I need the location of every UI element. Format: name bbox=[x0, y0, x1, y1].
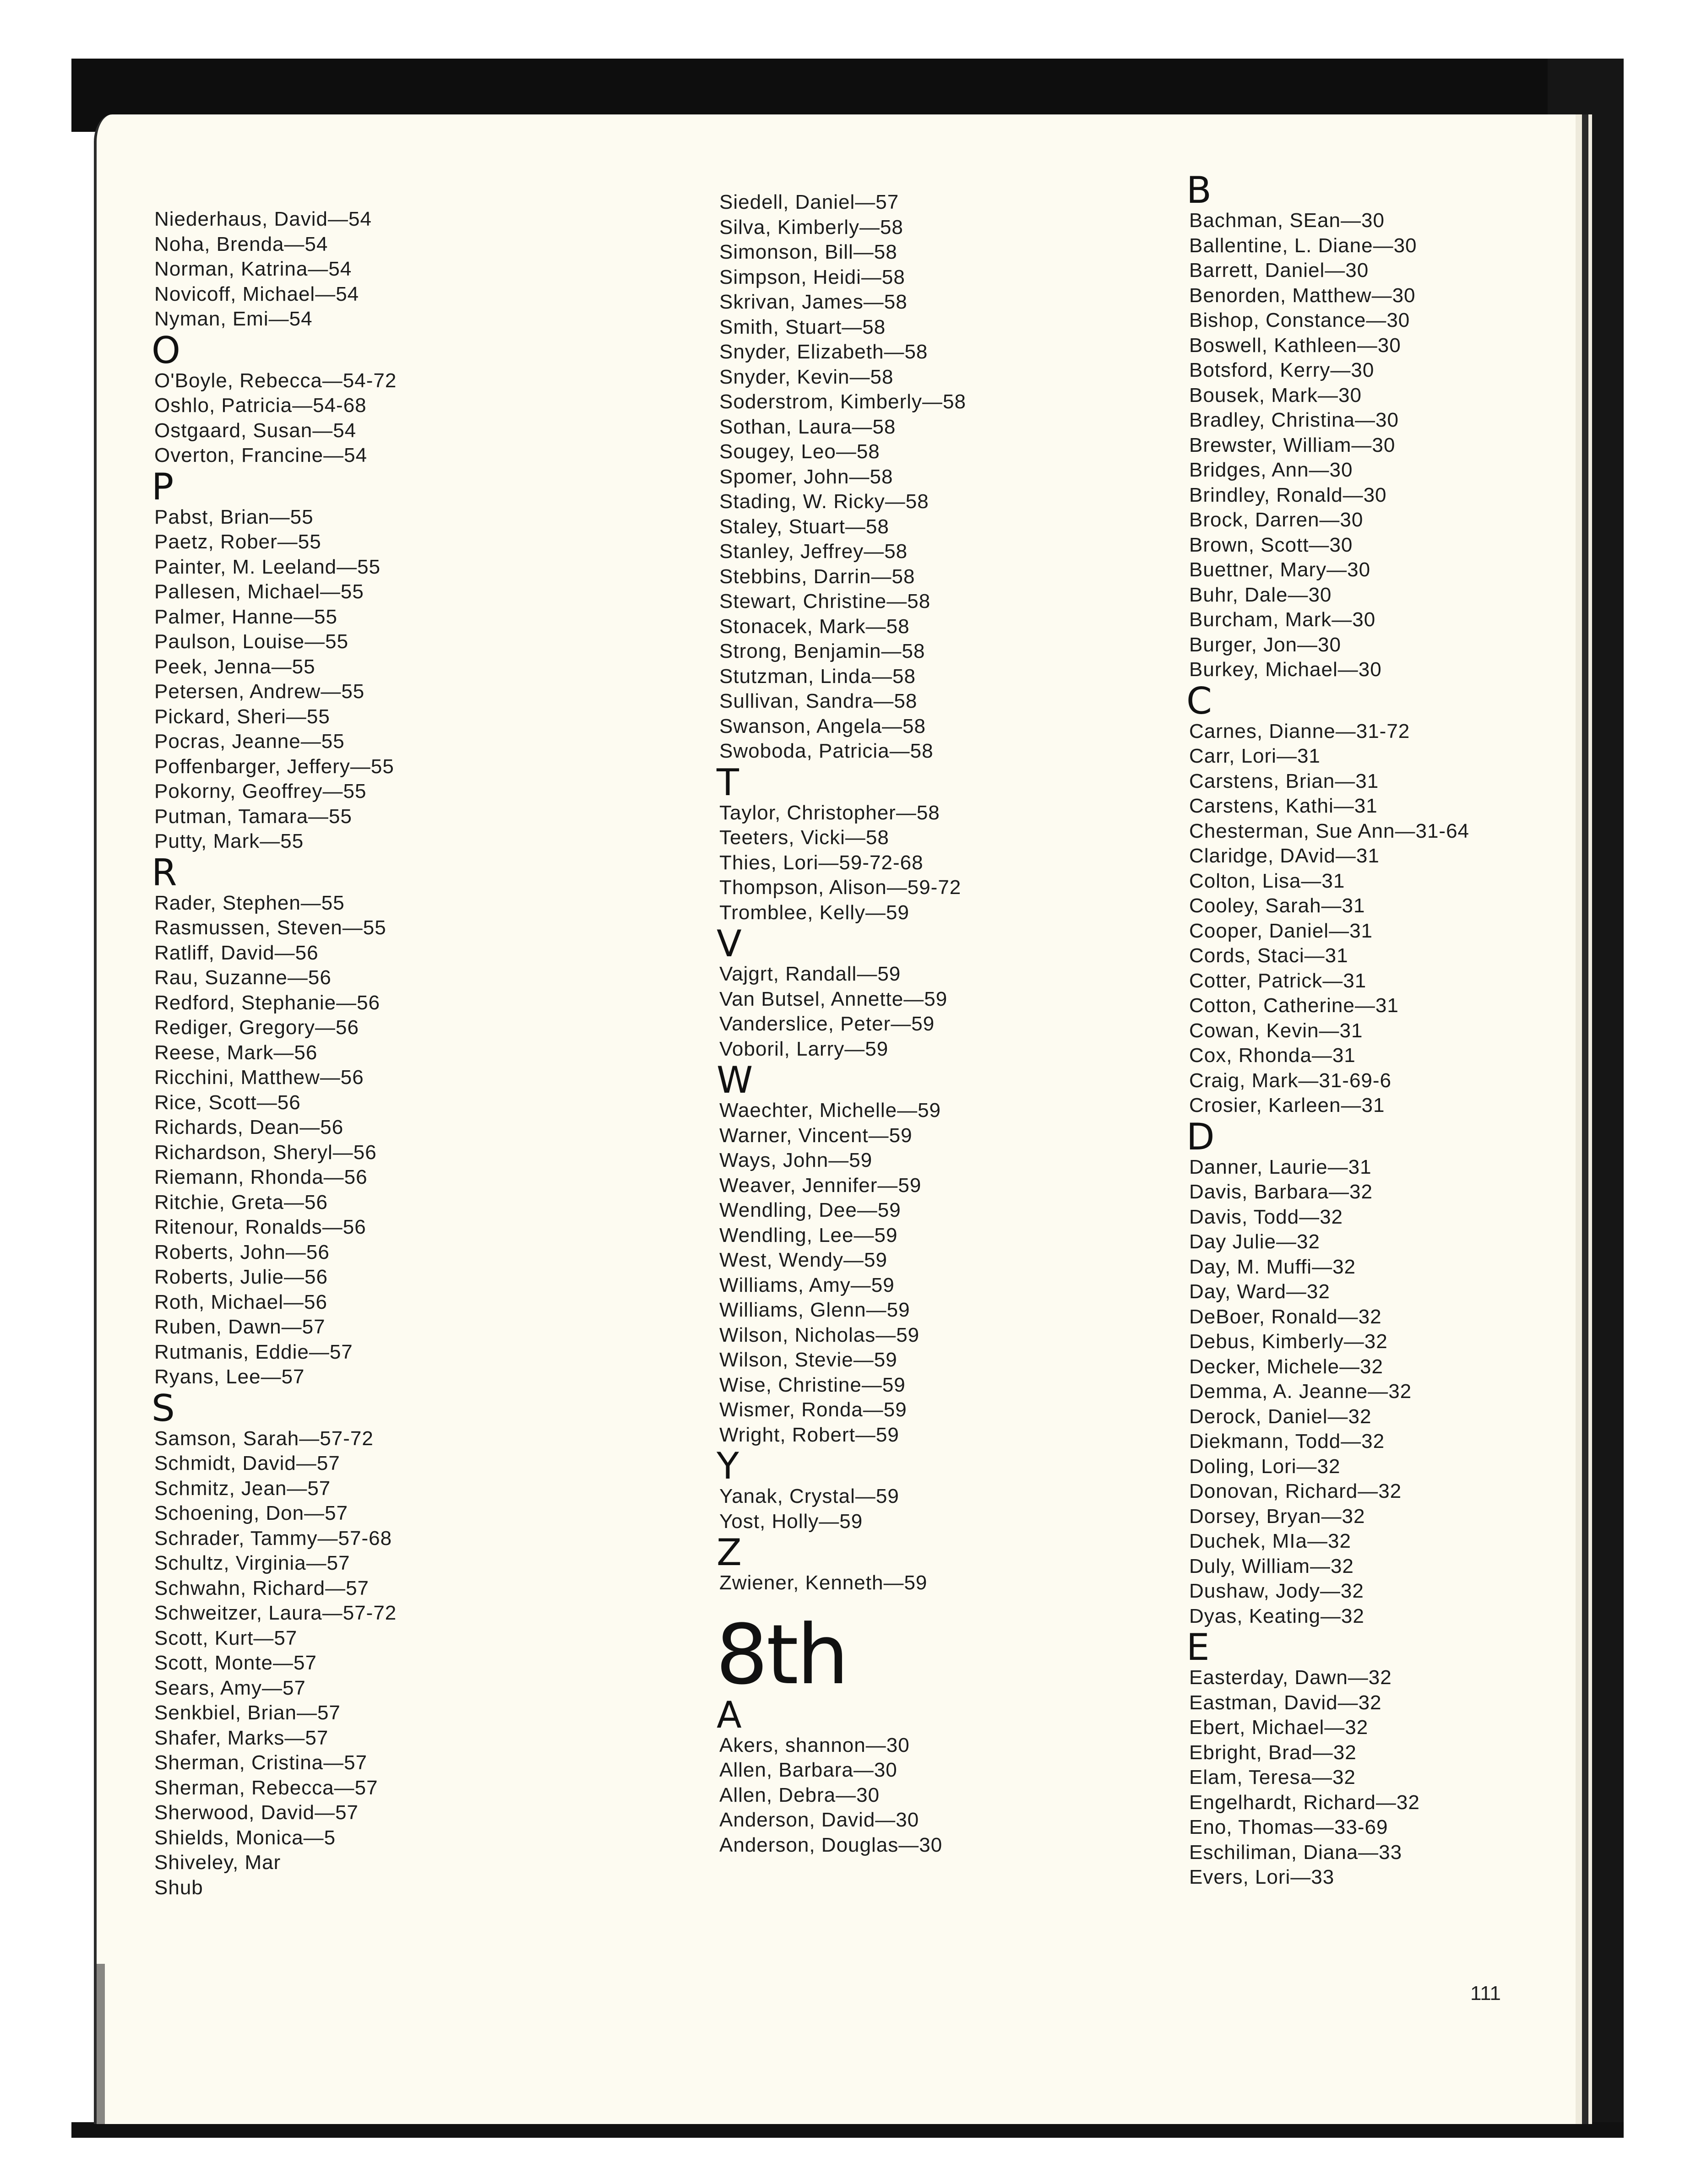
index-entry: Ricchini, Matthew—56 bbox=[154, 1066, 364, 1089]
index-entry: Pallesen, Michael—55 bbox=[154, 580, 364, 603]
index-entry: Wilson, Nicholas—59 bbox=[719, 1323, 920, 1346]
index-section bbox=[152, 1387, 612, 1901]
index-entry: Palmer, Hanne—55 bbox=[154, 605, 337, 628]
index-entry: Derock, Daniel—32 bbox=[1189, 1405, 1372, 1428]
entry-list bbox=[1189, 1155, 1647, 1629]
index-entry: Shields, Monica—5 bbox=[154, 1826, 336, 1849]
index-section bbox=[717, 922, 1200, 1062]
index-entry: Day, Ward—32 bbox=[1189, 1280, 1330, 1303]
spine-stain bbox=[97, 1964, 105, 2124]
index-entry: Thies, Lori—59-72-68 bbox=[719, 851, 924, 874]
index-entry: Eno, Thomas—33-69 bbox=[1189, 1816, 1388, 1838]
index-entry: Claridge, DAvid—31 bbox=[1189, 845, 1380, 867]
index-entry: Cotter, Patrick—31 bbox=[1189, 969, 1367, 992]
index-entry: Yanak, Crystal—59 bbox=[719, 1485, 899, 1507]
index-entry: Wendling, Lee—59 bbox=[719, 1224, 898, 1246]
index-entry: Donovan, Richard—32 bbox=[1189, 1480, 1402, 1502]
index-entry: Teeters, Vicki—58 bbox=[719, 826, 889, 849]
index-entry: Warner, Vincent—59 bbox=[719, 1124, 913, 1147]
index-entry: Rutmanis, Eddie—57 bbox=[154, 1340, 353, 1363]
index-section bbox=[1186, 1626, 1647, 1890]
index-entry: Carr, Lori—31 bbox=[1189, 745, 1321, 767]
index-entry: Peek, Jenna—55 bbox=[154, 655, 315, 678]
index-entry: Rediger, Gregory—56 bbox=[154, 1016, 359, 1039]
index-entry: Eastman, David—32 bbox=[1189, 1691, 1382, 1714]
page-number: 111 bbox=[1470, 1982, 1501, 2005]
index-entry: Stebbins, Darrin—58 bbox=[719, 565, 915, 588]
index-entry: Wendling, Dee—59 bbox=[719, 1199, 901, 1221]
index-entry: Schmidt, David—57 bbox=[154, 1452, 340, 1474]
index-entry: Staley, Stuart—58 bbox=[719, 515, 889, 538]
index-entry: Nyman, Emi—54 bbox=[154, 308, 313, 330]
index-entry: Ebert, Michael—32 bbox=[1189, 1716, 1369, 1739]
index-entry: Snyder, Elizabeth—58 bbox=[719, 341, 928, 363]
entry-list bbox=[719, 1098, 1200, 1447]
section-letter: A bbox=[717, 1693, 742, 1736]
index-section bbox=[152, 851, 612, 1390]
entry-list bbox=[1189, 208, 1647, 683]
index-entry: Pabst, Brian—55 bbox=[154, 505, 314, 528]
index-entry: Demma, A. Jeanne—32 bbox=[1189, 1380, 1412, 1403]
entry-list bbox=[1189, 719, 1647, 1118]
index-entry: Oshlo, Patricia—54-68 bbox=[154, 394, 367, 417]
index-entry: Senkbiel, Brian—57 bbox=[154, 1702, 341, 1724]
index-section bbox=[152, 465, 612, 854]
index-entry: Botsford, Kerry—30 bbox=[1189, 359, 1375, 381]
index-entry: Samson, Sarah—57-72 bbox=[154, 1427, 374, 1450]
index-section bbox=[1186, 1115, 1647, 1629]
index-entry: Silva, Kimberly—58 bbox=[719, 216, 903, 238]
index-entry: Schultz, Virginia—57 bbox=[154, 1552, 350, 1574]
index-entry: Burcham, Mark—30 bbox=[1189, 608, 1376, 631]
index-entry: Pocras, Jeanne—55 bbox=[154, 730, 345, 753]
index-entry: Anderson, Douglas—30 bbox=[719, 1833, 943, 1856]
index-entry: Painter, M. Leeland—55 bbox=[154, 555, 381, 578]
section-letter: V bbox=[717, 922, 742, 965]
index-section bbox=[154, 207, 612, 332]
scan-border-bottom bbox=[71, 2122, 1624, 2138]
index-entry: Cooley, Sarah—31 bbox=[1189, 894, 1365, 917]
index-entry: Roth, Michael—56 bbox=[154, 1290, 327, 1313]
index-entry: Stanley, Jeffrey—58 bbox=[719, 540, 908, 563]
index-entry: Akers, shannon—30 bbox=[719, 1734, 910, 1756]
index-entry: Vajgrt, Randall—59 bbox=[719, 963, 901, 985]
section-letter: B bbox=[1186, 169, 1212, 211]
index-column-1 bbox=[154, 207, 612, 1900]
index-entry: Danner, Laurie—31 bbox=[1189, 1155, 1372, 1178]
section-letter: D bbox=[1186, 1115, 1215, 1158]
section-letter: C bbox=[1186, 679, 1212, 722]
index-entry: Swoboda, Patricia—58 bbox=[719, 740, 934, 762]
index-entry: Zwiener, Kenneth—59 bbox=[719, 1572, 928, 1594]
index-entry: Allen, Debra—30 bbox=[719, 1783, 880, 1806]
index-entry: Dushaw, Jody—32 bbox=[1189, 1580, 1364, 1602]
index-entry: Cox, Rhonda—31 bbox=[1189, 1044, 1356, 1067]
index-entry: Stonacek, Mark—58 bbox=[719, 615, 910, 638]
index-entry: Norman, Katrina—54 bbox=[154, 258, 352, 280]
index-entry: Decker, Michele—32 bbox=[1189, 1355, 1383, 1378]
index-entry: Engelhardt, Richard—32 bbox=[1189, 1791, 1420, 1814]
index-section bbox=[717, 1693, 1200, 1858]
index-entry: Wilson, Stevie—59 bbox=[719, 1349, 897, 1371]
index-entry: Cotton, Catherine—31 bbox=[1189, 994, 1399, 1017]
entry-list bbox=[719, 1571, 1200, 1596]
index-entry: Ritchie, Greta—56 bbox=[154, 1191, 328, 1214]
index-entry: Ryans, Lee—57 bbox=[154, 1366, 305, 1388]
index-entry: Sears, Amy—57 bbox=[154, 1676, 306, 1699]
index-entry: Brock, Darren—30 bbox=[1189, 509, 1364, 531]
index-entry: Ritenour, Ronalds—56 bbox=[154, 1216, 366, 1238]
index-entry: Boswell, Kathleen—30 bbox=[1189, 334, 1401, 357]
index-entry: Schmitz, Jean—57 bbox=[154, 1477, 331, 1500]
index-entry: Doling, Lori—32 bbox=[1189, 1455, 1341, 1478]
index-entry: Davis, Barbara—32 bbox=[1189, 1181, 1373, 1203]
entry-list bbox=[154, 369, 612, 468]
index-entry: Anderson, David—30 bbox=[719, 1809, 919, 1831]
section-letter: P bbox=[152, 465, 174, 508]
index-entry: Brindley, Ronald—30 bbox=[1189, 483, 1387, 506]
index-entry: Cords, Staci—31 bbox=[1189, 944, 1348, 967]
index-entry: Putman, Tamara—55 bbox=[154, 805, 352, 828]
index-entry: Wise, Christine—59 bbox=[719, 1373, 906, 1396]
yearbook-page bbox=[94, 114, 1576, 2124]
index-section bbox=[717, 1059, 1200, 1447]
index-entry: DeBoer, Ronald—32 bbox=[1189, 1305, 1382, 1328]
index-section bbox=[719, 190, 1200, 764]
index-entry: Putty, Mark—55 bbox=[154, 830, 304, 852]
index-section bbox=[1186, 679, 1647, 1118]
index-entry: Novicoff, Michael—54 bbox=[154, 282, 359, 305]
index-entry: Ratliff, David—56 bbox=[154, 941, 319, 964]
index-entry: Bachman, SEan—30 bbox=[1189, 209, 1385, 232]
index-entry: Colton, Lisa—31 bbox=[1189, 869, 1345, 892]
index-entry: Paulson, Louise—55 bbox=[154, 630, 349, 653]
index-section bbox=[152, 329, 612, 468]
index-entry: Stading, W. Ricky—58 bbox=[719, 490, 929, 513]
index-entry: Weaver, Jennifer—59 bbox=[719, 1174, 922, 1197]
index-entry: Ostgaard, Susan—54 bbox=[154, 419, 357, 442]
index-entry: Brown, Scott—30 bbox=[1189, 533, 1353, 556]
index-entry: Pickard, Sheri—55 bbox=[154, 705, 330, 728]
index-entry: Redford, Stephanie—56 bbox=[154, 991, 381, 1014]
index-entry: Scott, Kurt—57 bbox=[154, 1626, 298, 1649]
entry-list bbox=[154, 505, 612, 854]
index-entry: Williams, Glenn—59 bbox=[719, 1299, 910, 1321]
index-entry: Davis, Todd—32 bbox=[1189, 1205, 1343, 1228]
index-entry: Ways, John—59 bbox=[719, 1149, 873, 1171]
index-entry: Smith, Stuart—58 bbox=[719, 315, 886, 338]
index-entry: Richards, Dean—56 bbox=[154, 1116, 344, 1138]
entry-list bbox=[154, 891, 612, 1390]
index-section bbox=[717, 1445, 1200, 1534]
index-entry: Evers, Lori—33 bbox=[1189, 1866, 1335, 1888]
index-entry: Ebright, Brad—32 bbox=[1189, 1741, 1357, 1764]
index-entry: Brewster, William—30 bbox=[1189, 434, 1396, 456]
grade-heading: 8th bbox=[716, 1607, 848, 1703]
index-entry: Crosier, Karleen—31 bbox=[1189, 1094, 1385, 1116]
index-entry: Schoening, Don—57 bbox=[154, 1502, 348, 1524]
index-entry: Paetz, Rober—55 bbox=[154, 531, 321, 553]
index-entry: Roberts, John—56 bbox=[154, 1241, 330, 1263]
index-entry: Siedell, Daniel—57 bbox=[719, 191, 899, 213]
index-entry: Bishop, Constance—30 bbox=[1189, 309, 1410, 331]
index-entry: Sherman, Rebecca—57 bbox=[154, 1776, 378, 1799]
index-entry: Duchek, MIa—32 bbox=[1189, 1530, 1351, 1552]
index-entry: Schrader, Tammy—57-68 bbox=[154, 1527, 392, 1550]
section-letter: Z bbox=[717, 1531, 742, 1574]
index-entry: Rau, Suzanne—56 bbox=[154, 966, 332, 989]
index-entry: Easterday, Dawn—32 bbox=[1189, 1666, 1392, 1689]
index-entry: Sothan, Laura—58 bbox=[719, 415, 896, 438]
index-entry: Elam, Teresa—32 bbox=[1189, 1766, 1356, 1788]
entry-list bbox=[719, 1484, 1200, 1534]
index-entry: Strong, Benjamin—58 bbox=[719, 640, 925, 662]
index-entry: Riemann, Rhonda—56 bbox=[154, 1166, 368, 1188]
entry-list bbox=[1189, 1665, 1647, 1890]
index-entry: Niederhaus, David—54 bbox=[154, 208, 372, 230]
index-entry: Soderstrom, Kimberly—58 bbox=[719, 390, 966, 413]
index-entry: Rader, Stephen—55 bbox=[154, 891, 345, 914]
index-entry: Cowan, Kevin—31 bbox=[1189, 1019, 1363, 1042]
index-entry: Diekmann, Todd—32 bbox=[1189, 1430, 1385, 1452]
index-section bbox=[1186, 169, 1647, 683]
index-entry: Rasmussen, Steven—55 bbox=[154, 916, 386, 939]
index-entry: Williams, Amy—59 bbox=[719, 1274, 895, 1296]
section-letter: E bbox=[1186, 1626, 1210, 1669]
index-entry: Pokorny, Geoffrey—55 bbox=[154, 780, 367, 802]
index-entry: Carstens, Kathi—31 bbox=[1189, 795, 1378, 817]
index-entry: Eschiliman, Diana—33 bbox=[1189, 1841, 1402, 1864]
index-entry: Stewart, Christine—58 bbox=[719, 590, 931, 612]
index-entry: Spomer, John—58 bbox=[719, 465, 893, 488]
index-entry: Reese, Mark—56 bbox=[154, 1041, 318, 1064]
index-entry: Richardson, Sheryl—56 bbox=[154, 1141, 377, 1164]
index-entry: Petersen, Andrew—55 bbox=[154, 680, 365, 703]
index-entry: Benorden, Matthew—30 bbox=[1189, 284, 1416, 307]
index-section bbox=[717, 761, 1200, 926]
index-entry: Waechter, Michelle—59 bbox=[719, 1099, 941, 1122]
index-entry: Sherman, Cristina—57 bbox=[154, 1751, 368, 1774]
index-entry: West, Wendy—59 bbox=[719, 1249, 887, 1271]
index-entry: Schweitzer, Laura—57-72 bbox=[154, 1602, 397, 1624]
index-entry: Stutzman, Linda—58 bbox=[719, 665, 916, 688]
index-entry: Simpson, Heidi—58 bbox=[719, 266, 905, 288]
index-entry: Simonson, Bill—58 bbox=[719, 241, 897, 263]
index-entry: Wismer, Ronda—59 bbox=[719, 1398, 907, 1421]
index-entry: Scott, Monte—57 bbox=[154, 1652, 317, 1674]
index-entry: Shub bbox=[154, 1876, 203, 1899]
index-entry: Burkey, Michael—30 bbox=[1189, 658, 1382, 681]
index-entry: Schwahn, Richard—57 bbox=[154, 1577, 370, 1599]
index-entry: Barrett, Daniel—30 bbox=[1189, 259, 1369, 282]
entry-list bbox=[719, 962, 1200, 1062]
index-entry: Taylor, Christopher—58 bbox=[719, 801, 940, 824]
index-entry: Snyder, Kevin—58 bbox=[719, 365, 894, 388]
index-entry: Allen, Barbara—30 bbox=[719, 1759, 897, 1781]
index-entry: Burger, Jon—30 bbox=[1189, 633, 1341, 656]
index-entry: Day, M. Muffi—32 bbox=[1189, 1255, 1356, 1278]
section-letter: W bbox=[717, 1059, 754, 1101]
index-entry: O'Boyle, Rebecca—54-72 bbox=[154, 369, 397, 392]
index-entry: Swanson, Angela—58 bbox=[719, 715, 926, 737]
index-entry: Ballentine, L. Diane—30 bbox=[1189, 234, 1417, 257]
index-entry: Sullivan, Sandra—58 bbox=[719, 690, 918, 712]
index-entry: Buhr, Dale—30 bbox=[1189, 583, 1332, 606]
index-entry: Thompson, Alison—59-72 bbox=[719, 876, 962, 899]
index-entry: Sherwood, David—57 bbox=[154, 1801, 359, 1824]
index-entry: Dyas, Keating—32 bbox=[1189, 1604, 1364, 1627]
entry-list bbox=[719, 1733, 1200, 1858]
section-letter: S bbox=[152, 1387, 175, 1430]
index-section bbox=[717, 1531, 1200, 1596]
index-entry: Bousek, Mark—30 bbox=[1189, 384, 1362, 406]
index-entry: Rice, Scott—56 bbox=[154, 1091, 301, 1114]
index-entry: Day Julie—32 bbox=[1189, 1230, 1320, 1253]
index-entry: Dorsey, Bryan—32 bbox=[1189, 1505, 1365, 1528]
index-column-2 bbox=[716, 190, 1200, 1858]
index-entry: Skrivan, James—58 bbox=[719, 291, 908, 313]
index-entry: Bradley, Christina—30 bbox=[1189, 409, 1399, 431]
index-entry: Poffenbarger, Jeffery—55 bbox=[154, 755, 394, 778]
index-entry: Ruben, Dawn—57 bbox=[154, 1316, 326, 1338]
section-letter: O bbox=[152, 329, 181, 372]
index-entry: Bridges, Ann—30 bbox=[1189, 459, 1353, 481]
index-entry: Carstens, Brian—31 bbox=[1189, 770, 1379, 792]
index-entry: Buettner, Mary—30 bbox=[1189, 558, 1371, 581]
index-entry: Cooper, Daniel—31 bbox=[1189, 919, 1373, 942]
index-entry: Wright, Robert—59 bbox=[719, 1423, 899, 1446]
index-entry: Tromblee, Kelly—59 bbox=[719, 901, 909, 924]
section-letter: Y bbox=[717, 1445, 739, 1487]
index-entry: Shiveley, Mar bbox=[154, 1851, 281, 1874]
index-entry: Chesterman, Sue Ann—31-64 bbox=[1189, 819, 1470, 842]
section-letter: R bbox=[152, 851, 178, 894]
index-entry: Debus, Kimberly—32 bbox=[1189, 1330, 1388, 1353]
index-entry: Voboril, Larry—59 bbox=[719, 1037, 889, 1060]
index-entry: Van Butsel, Annette—59 bbox=[719, 987, 948, 1010]
index-column-3 bbox=[1186, 169, 1647, 1890]
index-entry: Vanderslice, Peter—59 bbox=[719, 1013, 935, 1035]
index-entry: Yost, Holly—59 bbox=[719, 1510, 863, 1533]
entry-list bbox=[154, 207, 612, 332]
index-entry: Roberts, Julie—56 bbox=[154, 1266, 328, 1288]
section-letter: T bbox=[717, 761, 739, 804]
index-entry: Sougey, Leo—58 bbox=[719, 440, 880, 463]
index-entry: Shafer, Marks—57 bbox=[154, 1726, 329, 1749]
index-entry: Carnes, Dianne—31-72 bbox=[1189, 720, 1410, 742]
entry-list bbox=[719, 190, 1200, 764]
index-entry: Duly, William—32 bbox=[1189, 1555, 1354, 1577]
index-entry: Noha, Brenda—54 bbox=[154, 233, 328, 255]
index-entry: Overton, Francine—54 bbox=[154, 444, 368, 466]
index-entry: Craig, Mark—31-69-6 bbox=[1189, 1069, 1392, 1092]
entry-list bbox=[719, 801, 1200, 926]
entry-list bbox=[154, 1426, 612, 1901]
